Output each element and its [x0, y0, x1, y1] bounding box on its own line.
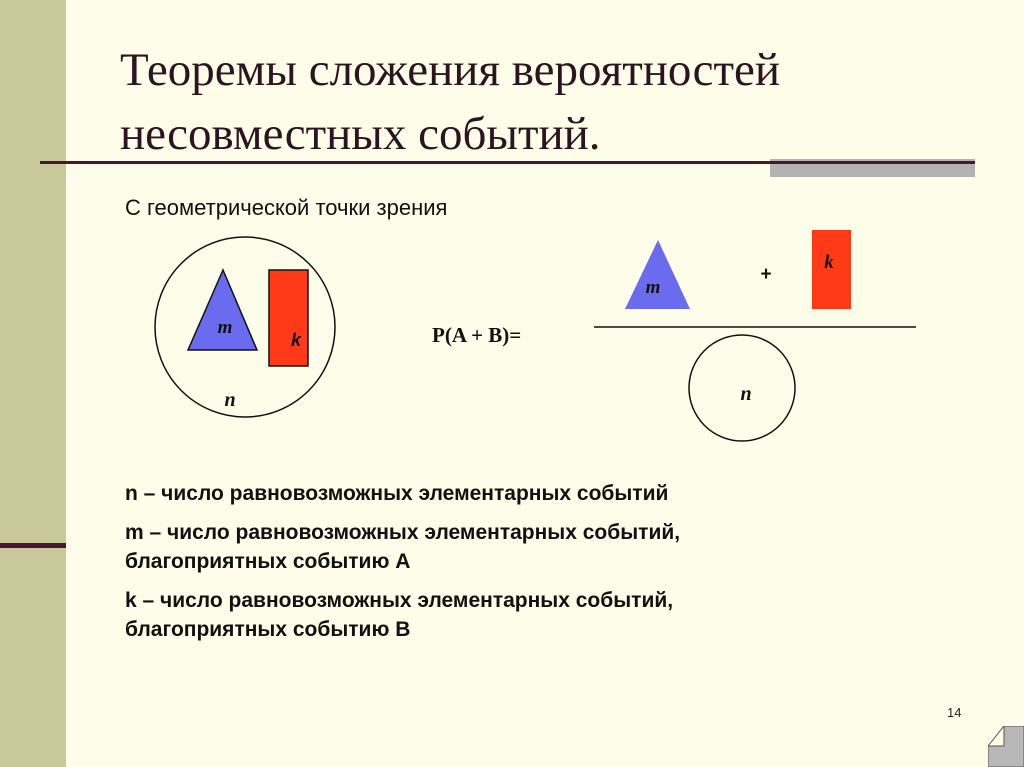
definitions-list	[125, 479, 945, 654]
page-number: 14	[947, 705, 962, 720]
label-m-left: m	[217, 317, 233, 338]
definition-k	[125, 586, 945, 644]
plus-sign: +	[760, 264, 772, 285]
label-n-denominator: n	[740, 383, 752, 405]
subtitle: С геометрической точки зрения	[125, 195, 448, 220]
event-a-triangle-left	[188, 270, 257, 350]
label-k-numerator: k	[824, 252, 834, 273]
definition-n	[125, 479, 945, 508]
event-b-rect-left	[269, 270, 308, 366]
definition-k-line2: благоприятных событию В	[125, 618, 411, 641]
title-line-2: несовместных событий.	[120, 108, 601, 160]
label-m-numerator: m	[645, 277, 661, 298]
probability-formula: P(A + B)=	[432, 323, 522, 347]
definition-m-line2: благоприятных событию А	[125, 550, 411, 573]
page-curl-icon	[988, 726, 1024, 767]
definition-m	[125, 518, 945, 576]
definition-k-line1: k – число равновозможных элементарных событий,	[125, 589, 674, 612]
definition-n-text: n – число равновозможных элементарных событий	[125, 482, 669, 505]
event-a-triangle-numerator	[625, 240, 690, 309]
label-n-left: n	[224, 389, 236, 411]
label-k-left: k	[290, 330, 302, 350]
definition-m-line1: m – число равновозможных элементарных событий,	[125, 521, 681, 544]
title-line-1: Теоремы сложения вероятностей	[120, 44, 781, 96]
